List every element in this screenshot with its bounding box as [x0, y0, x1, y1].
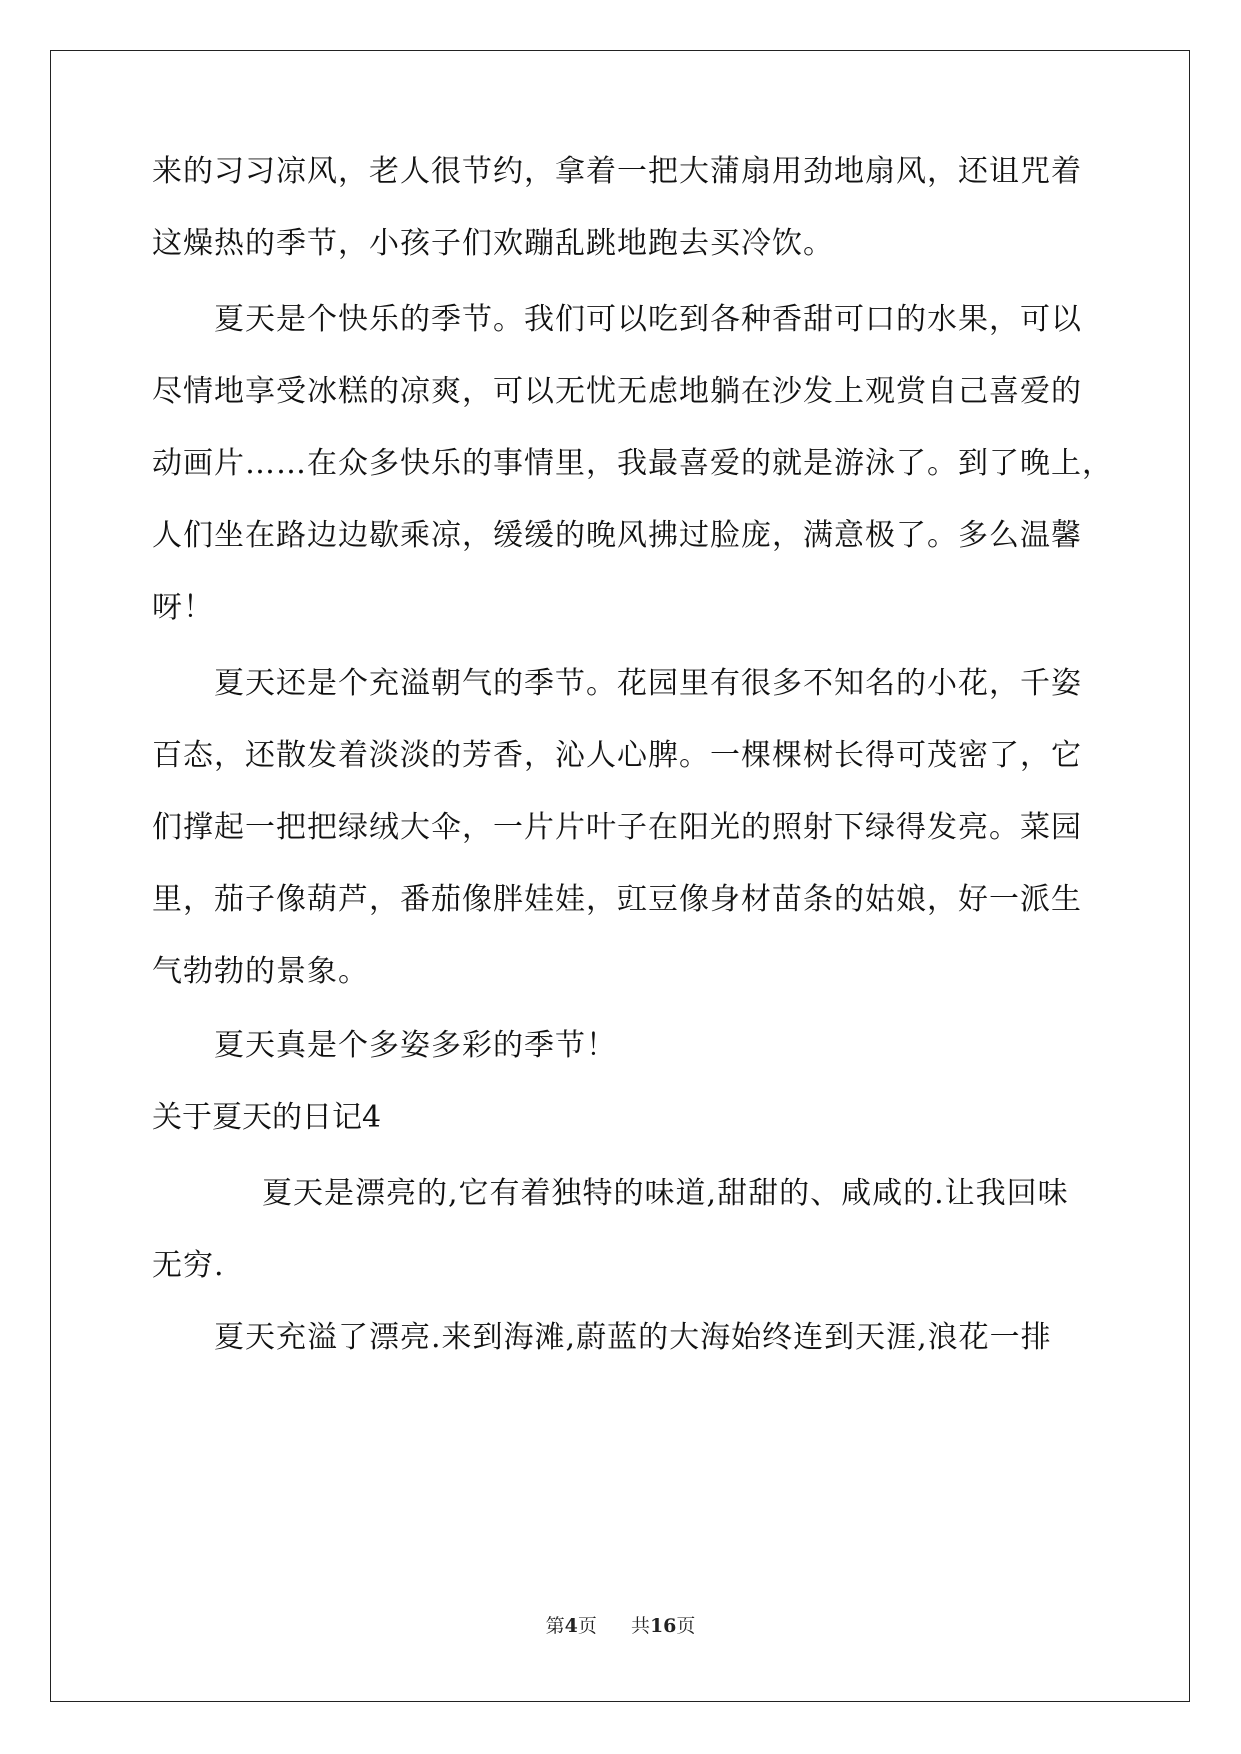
- text-line: 气勃勃的景象。: [152, 954, 369, 989]
- page-suffix: 页: [577, 1615, 597, 1637]
- paragraph-first-line: 夏天真是个多姿多彩的季节！: [214, 1028, 617, 1063]
- total-pages: 16: [649, 1615, 677, 1637]
- text-line: 无穷.: [152, 1248, 225, 1283]
- text-line: 来的习习凉风，老人很节约，拿着一把大蒲扇用劲地扇风，还诅咒着: [152, 154, 1082, 189]
- total-prefix: 共: [630, 1615, 650, 1637]
- text-line: 尽情地享受冰糕的凉爽，可以无忧无虑地躺在沙发上观赏自己喜爱的: [152, 374, 1082, 409]
- text-line: 呀！: [152, 590, 214, 625]
- page-border: [50, 50, 1190, 1702]
- text-line: 动画片……在众多快乐的事情里，我最喜爱的就是游泳了。到了晚上，: [152, 446, 1113, 481]
- total-suffix: 页: [676, 1615, 696, 1637]
- section-heading: 关于夏天的日记4: [152, 1100, 382, 1135]
- paragraph-first-line: 夏天是漂亮的,它有着独特的味道,甜甜的、咸咸的.让我回味: [262, 1176, 1069, 1211]
- page-prefix: 第: [545, 1615, 565, 1637]
- page-number: 4: [564, 1615, 578, 1637]
- paragraph-first-line: 夏天还是个充溢朝气的季节。花园里有很多不知名的小花，千姿: [214, 666, 1082, 701]
- paragraph-first-line: 夏天是个快乐的季节。我们可以吃到各种香甜可口的水果，可以: [214, 302, 1082, 337]
- text-line: 这燥热的季节，小孩子们欢蹦乱跳地跑去买冷饮。: [152, 226, 834, 261]
- paragraph-first-line: 夏天充溢了漂亮.来到海滩,蔚蓝的大海始终连到天涯,浪花一排: [214, 1320, 1052, 1355]
- text-line: 百态，还散发着淡淡的芳香，沁人心脾。一棵棵树长得可茂密了，它: [152, 738, 1082, 773]
- text-line: 里，茄子像葫芦，番茄像胖娃娃，豇豆像身材苗条的姑娘，好一派生: [152, 882, 1082, 917]
- text-line: 们撑起一把把绿绒大伞，一片片叶子在阳光的照射下绿得发亮。菜园: [152, 810, 1082, 845]
- page-footer: [0, 1614, 1241, 1638]
- text-line: 人们坐在路边边歇乘凉，缓缓的晚风拂过脸庞，满意极了。多么温馨: [152, 518, 1082, 553]
